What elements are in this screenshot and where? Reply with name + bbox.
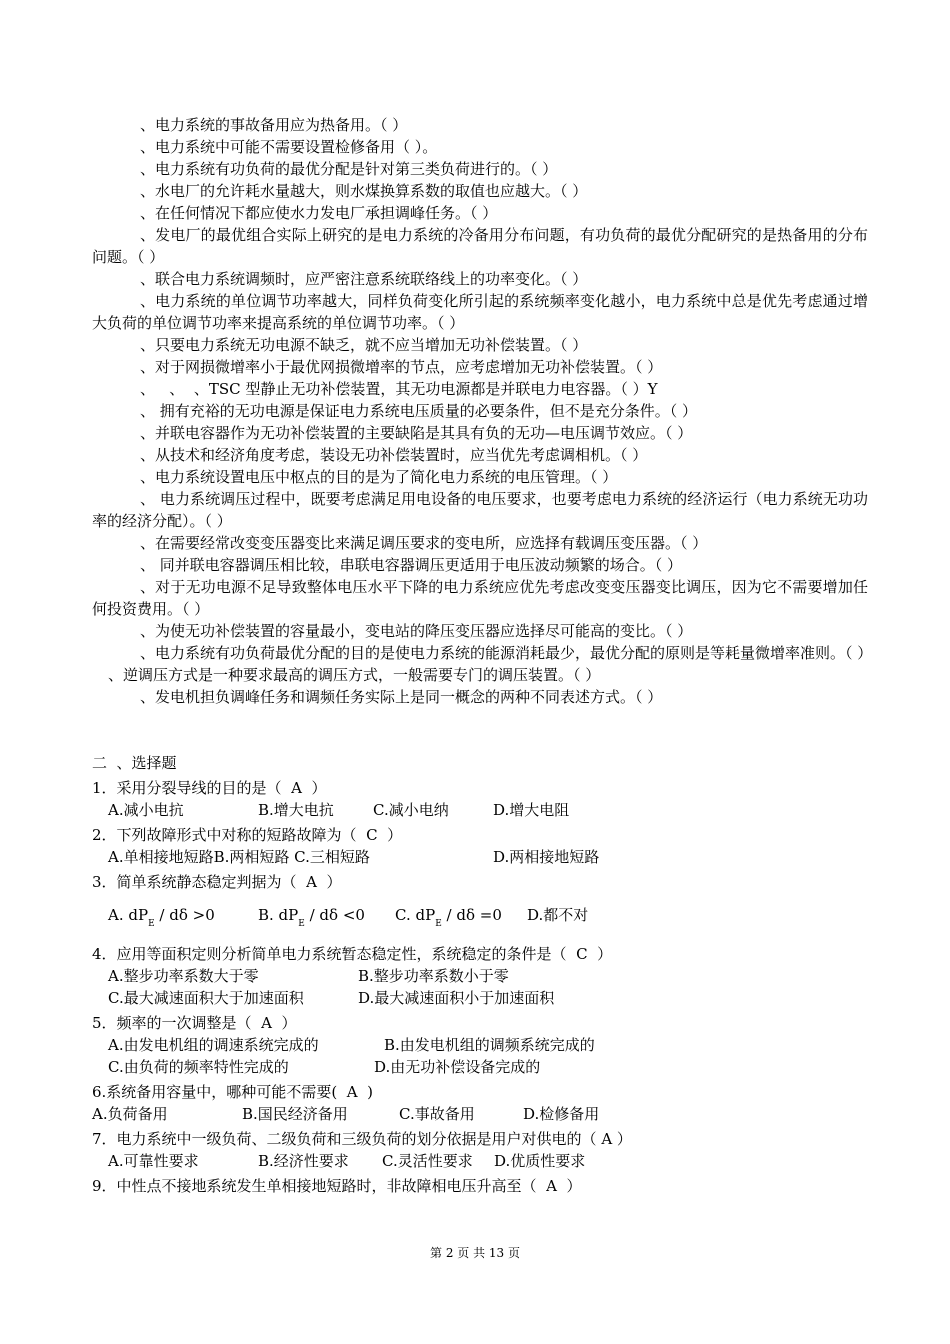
- answer-option: B.国民经济备用: [242, 1105, 348, 1123]
- formula-part: / dδ =0: [441, 906, 502, 924]
- answer-option: A.单相接地短路B.两相短路 C.三相短路: [108, 848, 370, 866]
- statement-text: 、发电厂的最优组合实际上研究的是电力系统的冷备用分布问题，有功负荷的最优分配研究的是热备用的分布问题。（ ）: [92, 226, 868, 266]
- answer-option: A.负荷备用: [92, 1105, 168, 1123]
- statement-item: [92, 180, 868, 202]
- statement-text: 、并联电容器作为无功补偿装置的主要缺陷是其具有负的无功—电压调节效应。（ ）: [140, 424, 693, 442]
- formula-part: / dδ >0: [154, 906, 215, 924]
- answer-option: D.增大电阻: [493, 801, 570, 819]
- formula-part: C. dP: [395, 906, 436, 924]
- statement-item: [92, 290, 868, 334]
- question-stem: 1．采用分裂导线的目的是（ A ）: [92, 779, 327, 797]
- statement-text: 、发电机担负调峰任务和调频任务实际上是同一概念的两种不同表述方式。（ ）: [140, 688, 663, 706]
- question-stem: 7．电力系统中一级负荷、二级负荷和三级负荷的划分依据是用户对供电的（ A ）: [92, 1130, 632, 1148]
- answer-option: C.由负荷的频率特性完成的: [108, 1058, 289, 1076]
- formula-option: [108, 904, 258, 929]
- statement-text: 、电力系统的事故备用应为热备用。（ ）: [140, 116, 408, 134]
- statement-text: 、电力系统有功负荷最优分配的目的是使电力系统的能源消耗最少，最优分配的原则是等耗量微增率准则。（ ）: [140, 644, 873, 662]
- statement-item: [92, 620, 868, 642]
- answer-option: D.由无功补偿设备完成的: [374, 1058, 541, 1076]
- statement-item: [92, 114, 868, 136]
- option-row: [92, 1103, 868, 1125]
- statement-text: 、从技术和经济角度考虑，装设无功补偿装置时，应当优先考虑调相机。（ ）: [140, 446, 648, 464]
- statement-item: [92, 268, 868, 290]
- true-false-list: [92, 114, 873, 708]
- statement-text: 、电力系统有功负荷的最优分配是针对第三类负荷进行的。（ ）: [140, 160, 558, 178]
- statement-text: 、 电力系统调压过程中，既要考虑满足用电设备的电压要求，也要考虑电力系统的经济运行（电力系统无功功率的经济分配）。（ ）: [92, 490, 868, 530]
- statement-item: [92, 356, 868, 378]
- answer-option: C.灵活性要求: [382, 1152, 473, 1170]
- answer-option: A.减小电抗: [108, 801, 184, 819]
- question-stem: 4．应用等面积定则分析简单电力系统暂态稳定性，系统稳定的条件是（ C ）: [92, 945, 613, 963]
- option-row: [92, 799, 868, 821]
- answer-option: D.优质性要求: [494, 1152, 586, 1170]
- option-row: [92, 1150, 868, 1172]
- option-row: [92, 1034, 868, 1056]
- formula-option: [395, 904, 527, 929]
- answer-option: A.由发电机组的调速系统完成的: [108, 1036, 319, 1054]
- question: [92, 1128, 868, 1172]
- formula-option: [258, 904, 395, 929]
- question-stem: 6.系统备用容量中，哪种可能不需要( A ): [92, 1083, 373, 1101]
- question-stem: 2．下列故障形式中对称的短路故障为（ C ）: [92, 826, 403, 844]
- statement-item: [92, 136, 868, 158]
- statement-item: [92, 444, 868, 466]
- formula-part: D.都不对: [527, 906, 589, 924]
- statement-text: 、只要电力系统无功电源不缺乏，就不应当增加无功补偿装置。（ ）: [140, 336, 588, 354]
- statement-item: [92, 224, 868, 268]
- formula-option: [527, 904, 588, 929]
- statement-text: 、逆调压方式是一种要求最高的调压方式，一般需要专门的调压装置。（ ）: [108, 666, 601, 684]
- answer-option: A.整步功率系数大于零: [108, 967, 259, 985]
- question-stem: 9．中性点不接地系统发生单相接地短路时，非故障相电压升高至（ A ）: [92, 1177, 582, 1195]
- statement-item: [92, 378, 868, 400]
- statement-text: 、对于网损微增率小于最优网损微增率的节点，应考虑增加无功补偿装置。（ ）: [140, 358, 663, 376]
- statement-item: [92, 334, 868, 356]
- statement-item: [92, 686, 868, 708]
- answer-option: D.两相接地短路: [493, 848, 600, 866]
- statement-item: [92, 554, 868, 576]
- option-row: [92, 987, 868, 1009]
- question: [92, 871, 868, 929]
- statement-text: 、电力系统中可能不需要设置检修备用（ ）。: [140, 138, 438, 156]
- statement-text: 、水电厂的允许耗水量越大，则水煤换算系数的取值也应越大。（ ）: [140, 182, 588, 200]
- answer-option: C.事故备用: [399, 1105, 475, 1123]
- statement-item: [92, 158, 868, 180]
- statement-item: [92, 532, 868, 554]
- formula-part: / dδ <0: [304, 906, 365, 924]
- statement-item: [92, 202, 868, 224]
- multiple-choice-section: [92, 752, 868, 1197]
- option-row: [92, 1056, 868, 1078]
- option-row: [92, 965, 868, 987]
- question: [92, 1081, 868, 1125]
- section-title: 二 、选择题: [92, 754, 177, 772]
- answer-option: B.整步功率系数小于零: [358, 967, 509, 985]
- formula-subscript: E: [148, 919, 155, 929]
- statement-text: 、电力系统设置电压中枢点的目的是为了简化电力系统的电压管理。（ ）: [140, 468, 618, 486]
- page-footer: 第 2 页 共 13 页: [430, 1246, 520, 1260]
- statement-text: 、为使无功补偿装置的容量最小，变电站的降压变压器应选择尽可能高的变比。（ ）: [140, 622, 693, 640]
- statement-text: 、 、 、TSC 型静止无功补偿装置，其无功电源都是并联电力电容器。（ ）Y: [140, 380, 658, 398]
- question: [92, 777, 868, 821]
- statement-item: [92, 642, 873, 664]
- formula-part: B. dP: [258, 906, 299, 924]
- statement-item: [92, 488, 868, 532]
- formula-options: [92, 904, 868, 929]
- answer-option: C.减小电纳: [373, 801, 449, 819]
- question: [92, 1012, 868, 1078]
- answer-option: A.可靠性要求: [108, 1152, 199, 1170]
- statement-text: 、 拥有充裕的无功电源是保证电力系统电压质量的必要条件，但不是充分条件。（ ）: [140, 402, 698, 420]
- question: [92, 1175, 868, 1197]
- statement-item: [92, 664, 868, 686]
- question-list: [92, 777, 868, 1197]
- statement-item: [92, 576, 868, 620]
- answer-option: D.最大减速面积小于加速面积: [358, 989, 555, 1007]
- statement-text: 、对于无功电源不足导致整体电压水平下降的电力系统应优先考虑改变变压器变比调压，因为它不需要增加任何投资费用。（ ）: [92, 578, 868, 618]
- question: [92, 943, 868, 1009]
- question-stem: 3．简单系统静态稳定判据为（ A ）: [92, 873, 342, 891]
- statement-text: 、 同并联电容器调压相比较，串联电容器调压更适用于电压波动频繁的场合。（ ）: [140, 556, 683, 574]
- statement-text: 、电力系统的单位调节功率越大，同样负荷变化所引起的系统频率变化越小，电力系统中总是优先考虑通过增大负荷的单位调节功率来提高系统的单位调节功率。（ ）: [92, 292, 868, 332]
- statement-item: [92, 400, 868, 422]
- answer-option: B.由发电机组的调频系统完成的: [384, 1036, 595, 1054]
- answer-option: C.最大减速面积大于加速面积: [108, 989, 304, 1007]
- statement-text: 、在需要经常改变变压器变比来满足调压要求的变电所，应选择有载调压变压器。（ ）: [140, 534, 708, 552]
- option-row: [92, 846, 868, 868]
- statement-item: [92, 422, 868, 444]
- answer-option: B.经济性要求: [258, 1152, 349, 1170]
- formula-subscript: E: [435, 919, 442, 929]
- formula-subscript: E: [298, 919, 305, 929]
- answer-option: B.增大电抗: [258, 801, 334, 819]
- question: [92, 824, 868, 868]
- answer-option: D.检修备用: [523, 1105, 600, 1123]
- statement-text: 、在任何情况下都应使水力发电厂承担调峰任务。（ ）: [140, 204, 498, 222]
- question-stem: 5．频率的一次调整是（ A ）: [92, 1014, 297, 1032]
- statement-item: [92, 466, 868, 488]
- statement-text: 、联合电力系统调频时，应严密注意系统联络线上的功率变化。（ ）: [140, 270, 588, 288]
- formula-part: A. dP: [108, 906, 149, 924]
